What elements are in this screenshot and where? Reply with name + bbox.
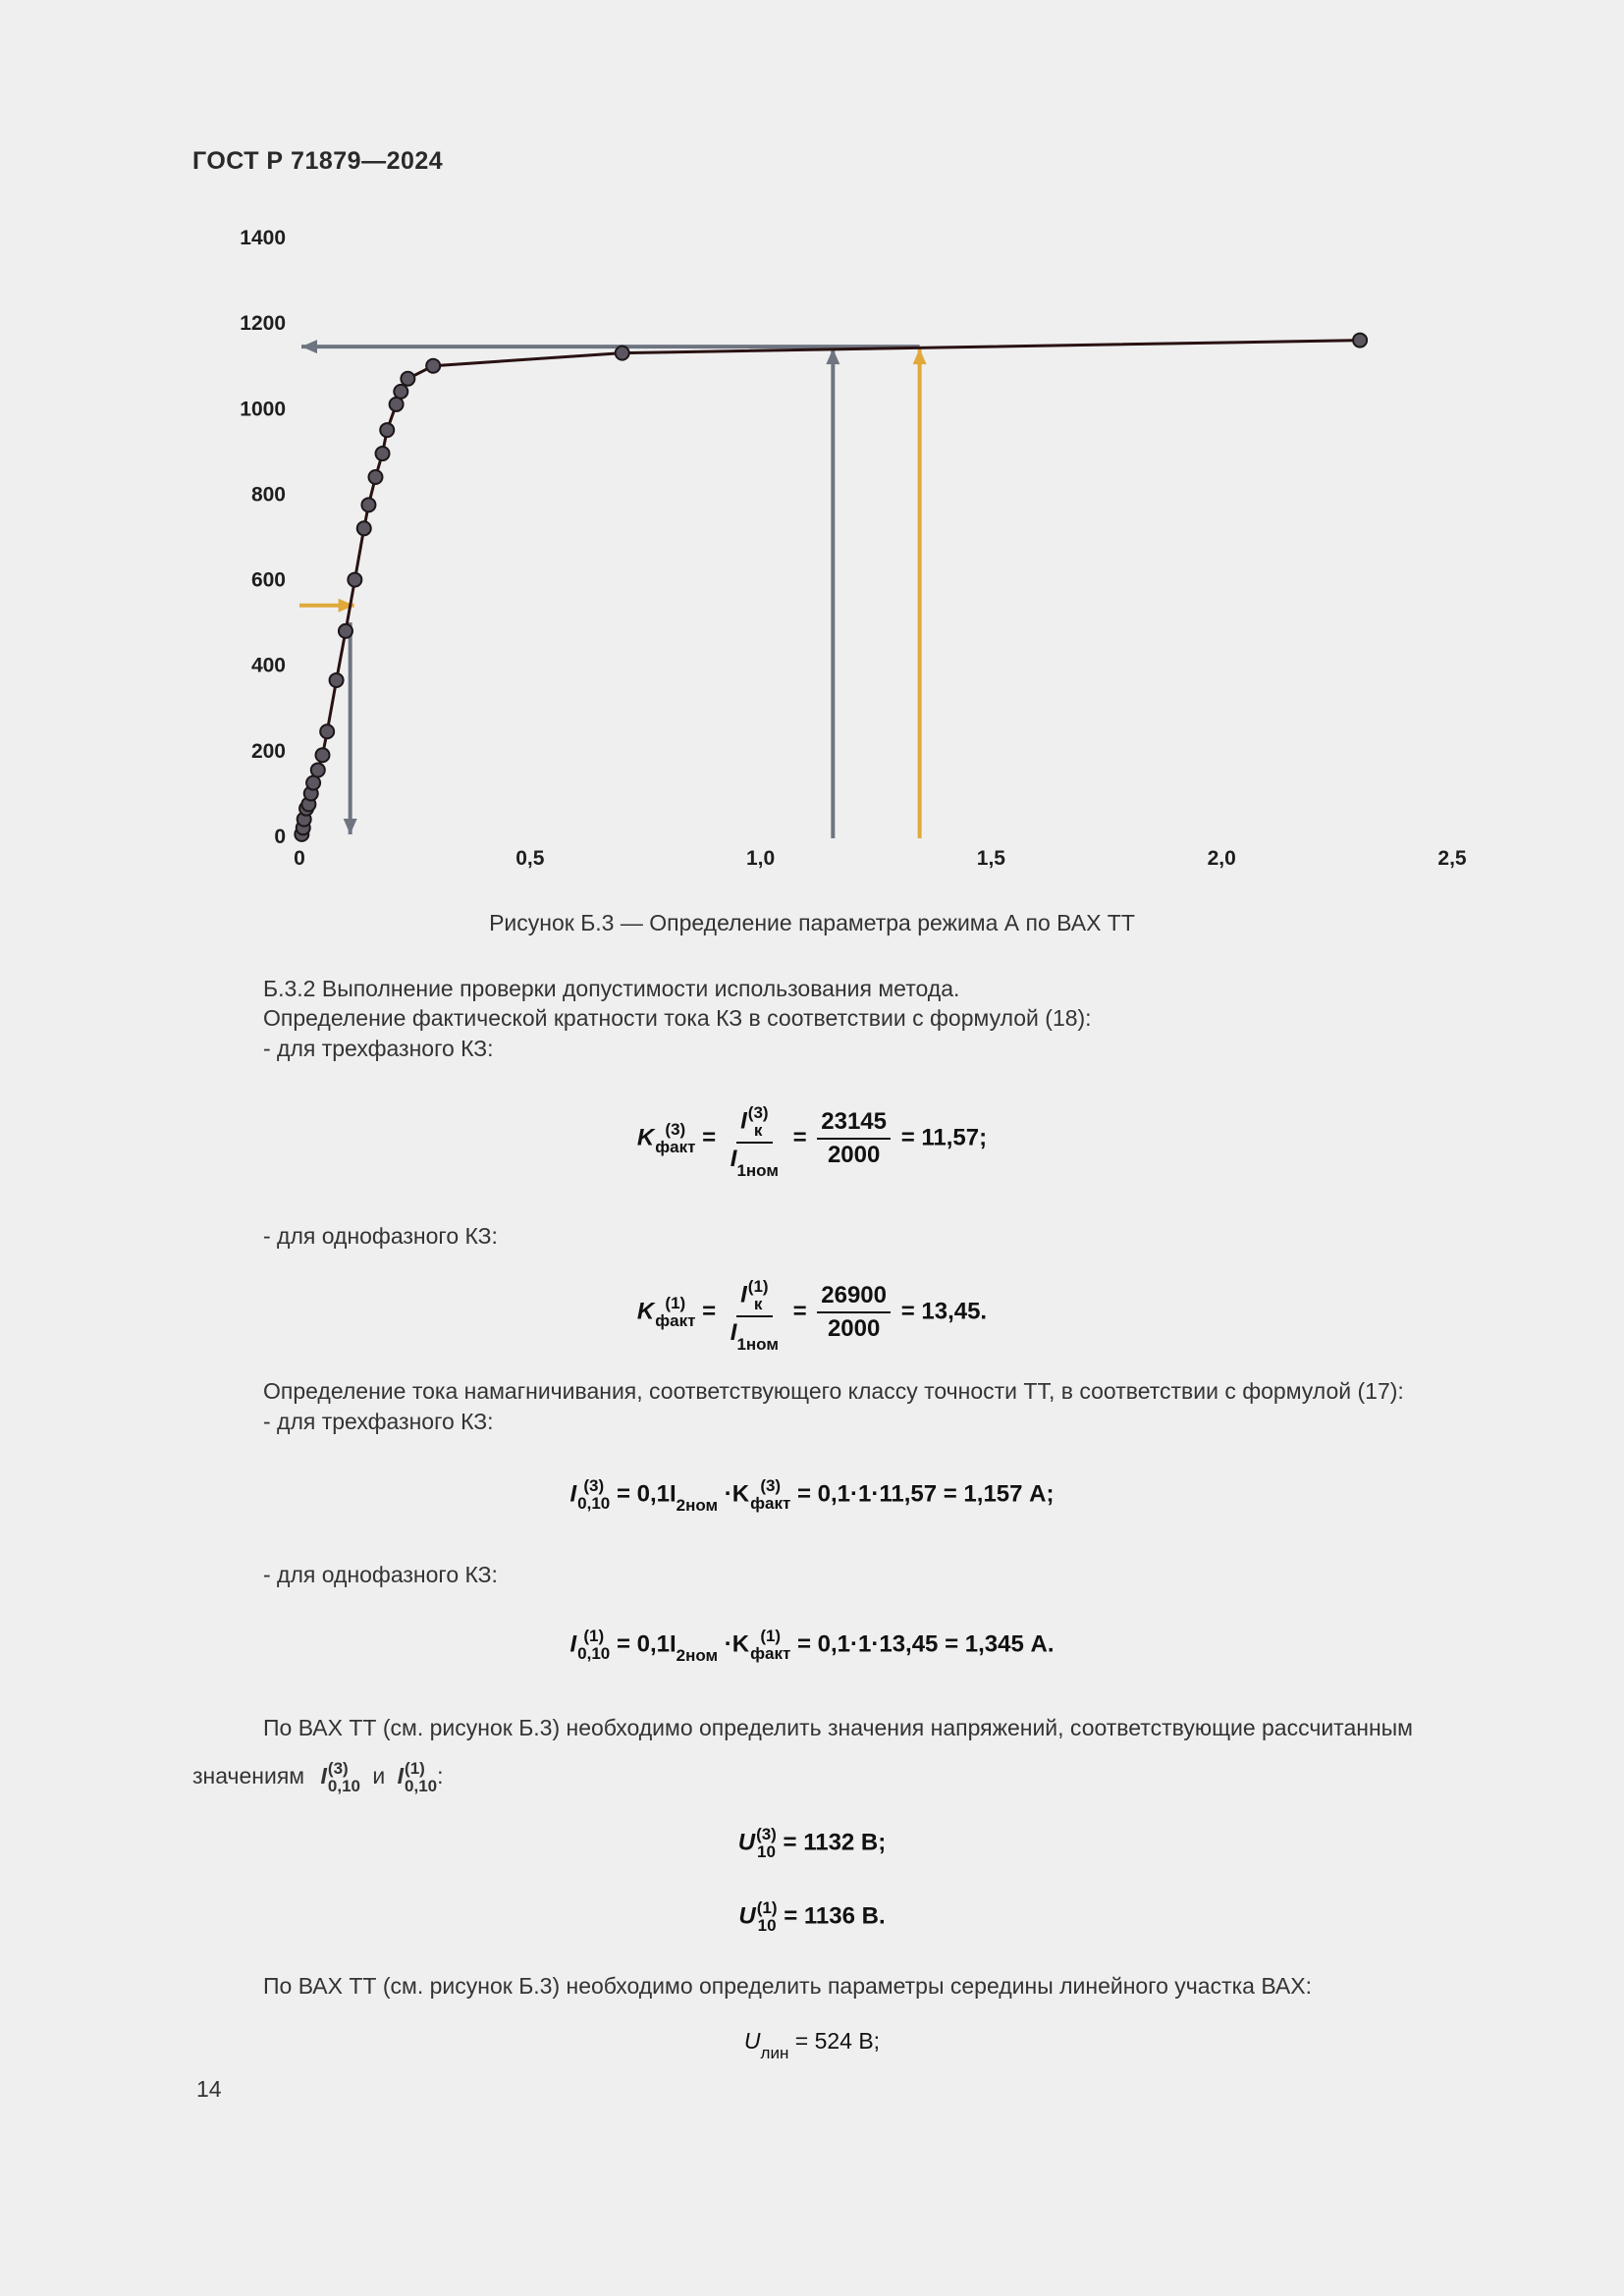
data-point bbox=[348, 573, 361, 587]
section-para-4-line2: значениям I (3) 0,10 и I (1) 0,10 : bbox=[192, 1759, 444, 1795]
data-point bbox=[1353, 334, 1367, 347]
section-para-1: Б.3.2 Выполнение проверки допустимости использования метода. bbox=[263, 976, 960, 1001]
x-axis-ticks bbox=[294, 847, 1467, 870]
page-number: 14 bbox=[196, 2076, 222, 2102]
bullet-three-phase: - для трехфазного КЗ: bbox=[263, 1036, 494, 1061]
side-yellow-arrow bbox=[299, 599, 354, 613]
data-point bbox=[401, 372, 414, 386]
section-para-2: Определение фактической кратности тока КЗ в соответствии с формулой (18): bbox=[263, 1005, 1092, 1031]
formula-i-010-1: I (1) 0,10 = $0,1I_{2ном} \cdot K$ (1) факт = 0,1·1·13,45 = 1,345 А. bbox=[569, 1627, 1055, 1666]
bullet-single-phase-b: - для однофазного КЗ: bbox=[263, 1562, 498, 1587]
x-tick-label: 1,0 bbox=[745, 847, 776, 870]
y-axis-ticks bbox=[240, 227, 286, 848]
formula-u10-3: U (3) 10 = 1132 В; bbox=[737, 1825, 887, 1861]
data-point bbox=[320, 724, 334, 738]
down-gray-arrow bbox=[344, 622, 357, 834]
data-point bbox=[306, 776, 320, 790]
y-tick-label: 800 bbox=[250, 483, 286, 507]
y-tick-label: 0 bbox=[274, 826, 286, 848]
section-para-5: По ВАХ ТТ (см. рисунок Б.3) необходимо определить параметры середины линейного участка ВАХ: bbox=[263, 1973, 1312, 1999]
y-tick-label: 1000 bbox=[240, 398, 286, 421]
y-tick-label: 400 bbox=[250, 654, 286, 677]
data-point bbox=[394, 385, 407, 399]
data-point bbox=[376, 447, 390, 460]
bullet-three-phase-b: - для трехфазного КЗ: bbox=[263, 1409, 494, 1434]
bullet-single-phase: - для однофазного КЗ: bbox=[263, 1223, 498, 1249]
formula-u10-1: U (1) 10 = 1136 В. bbox=[738, 1898, 886, 1935]
document-header: ГОСТ Р 71879—2024 bbox=[192, 147, 444, 175]
x-tick-label: 2,5 bbox=[1437, 847, 1467, 870]
x-tick-label: 0,5 bbox=[515, 847, 545, 870]
vah-curve bbox=[301, 341, 1360, 834]
data-point bbox=[315, 748, 329, 762]
y-tick-label: 600 bbox=[250, 568, 286, 592]
x-tick-label: 1,5 bbox=[976, 847, 1006, 870]
horizontal-gray-arrow bbox=[301, 340, 920, 353]
vah-chart bbox=[216, 211, 1492, 879]
section-para-3: Определение тока намагничивания, соответствующего классу точности ТТ, в соответствии с формулой (17): bbox=[263, 1378, 1404, 1404]
data-point bbox=[330, 673, 344, 687]
formula-u-lin: $U_{лин} = 524$ В; bbox=[743, 2028, 881, 2062]
data-point bbox=[339, 624, 352, 638]
data-point bbox=[357, 521, 371, 535]
x-tick-label: 0 bbox=[294, 847, 305, 870]
data-point bbox=[311, 763, 325, 776]
section-para-4: По ВАХ ТТ (см. рисунок Б.3) необходимо определить значения напряжений, соответствующие рассчитанным bbox=[263, 1715, 1413, 1740]
formula-k-fact-1: K (1) факт = I (1) к $I_{1ном}$ = $\frac{26900}{2000}$ = 13,45. bbox=[636, 1277, 988, 1354]
figure-caption: Рисунок Б.3 — Определение параметра режима А по ВАХ ТТ bbox=[489, 910, 1135, 935]
data-point bbox=[361, 498, 375, 511]
vertical-gray-arrow bbox=[826, 348, 839, 838]
data-point bbox=[390, 398, 404, 411]
vertical-yellow-arrow bbox=[913, 348, 927, 838]
x-tick-label: 2,0 bbox=[1207, 847, 1236, 870]
data-point bbox=[616, 347, 629, 360]
formula-k-fact-3: K (3) факт = I (3) к $I_{1ном}$ = $\frac{23145}{2000}$ = 11,57; bbox=[636, 1103, 988, 1180]
data-point bbox=[368, 470, 382, 484]
y-tick-label: 200 bbox=[250, 739, 286, 763]
data-point bbox=[426, 359, 440, 373]
formula-i-010-3: I (3) 0,10 = $0,1I_{2ном} \cdot K$ (3) факт = 0,1·1·11,57 = 1,157 А; bbox=[569, 1476, 1055, 1516]
data-point bbox=[380, 423, 394, 437]
y-tick-label: 1200 bbox=[240, 312, 286, 336]
y-tick-label: 1400 bbox=[240, 227, 286, 249]
data-markers bbox=[295, 334, 1367, 841]
